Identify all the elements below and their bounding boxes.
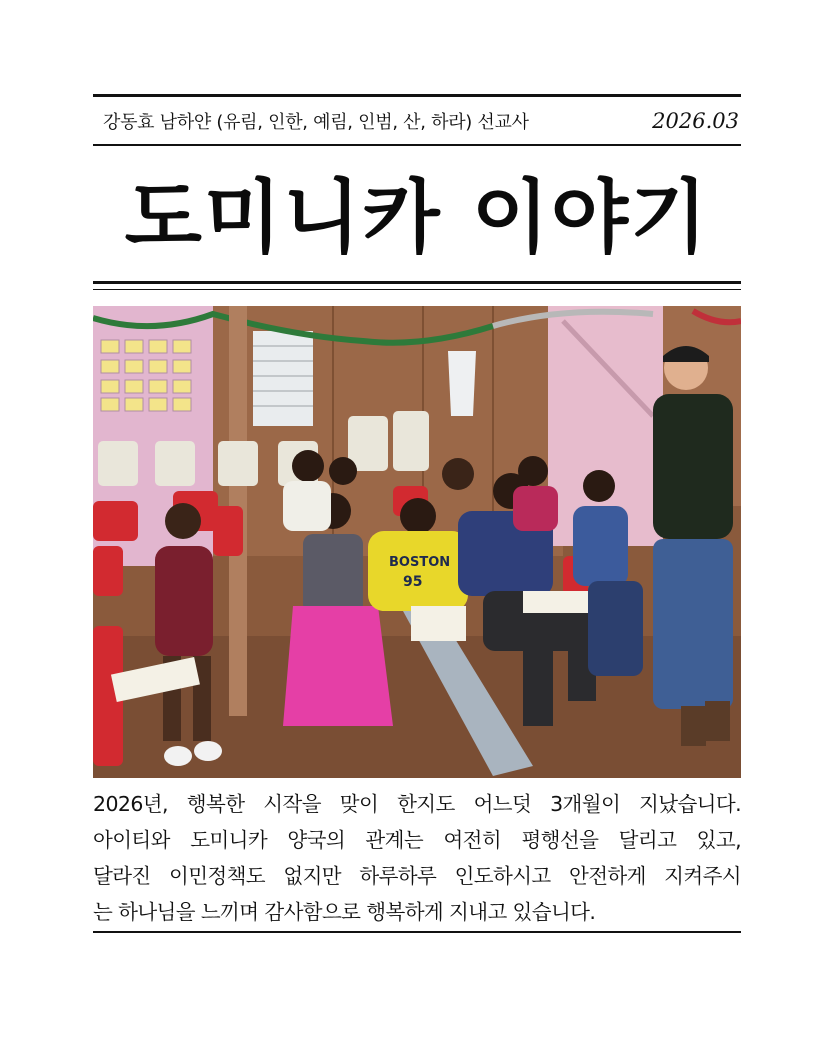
header-top-rule	[93, 94, 741, 97]
body-line: 아이티와 도미니카 양국의 관계는 여전히 평행선을 달리고 있고,	[93, 828, 741, 852]
footer-rule	[93, 931, 741, 933]
group-photo	[93, 306, 741, 778]
title-rule-thin	[93, 289, 741, 290]
page-title: 도미니카 이야기	[124, 171, 710, 264]
body-line: 달라진 이민정책도 없지만 하루하루 인도하시고 안전하게 지켜주시	[93, 864, 741, 888]
issue-date: 2026.03	[652, 109, 739, 133]
header-bottom-rule	[93, 144, 741, 146]
body-line: 는 하나님을 느끼며 감사함으로 행복하게 지내고 있습니다.	[93, 900, 596, 924]
body-line: 2026년, 행복한 시작을 맞이 한지도 어느덧 3개월이 지났습니다.	[93, 792, 741, 816]
article-body	[93, 786, 741, 930]
missionary-byline: 강동효 남하얀 (유림, 인한, 예림, 인범, 산, 하라) 선교사	[103, 112, 529, 133]
title-rule-thick	[93, 281, 741, 284]
shirt-lettering: BOSTON	[389, 555, 451, 570]
masthead	[93, 101, 741, 141]
shirt-number: 95	[403, 574, 423, 590]
